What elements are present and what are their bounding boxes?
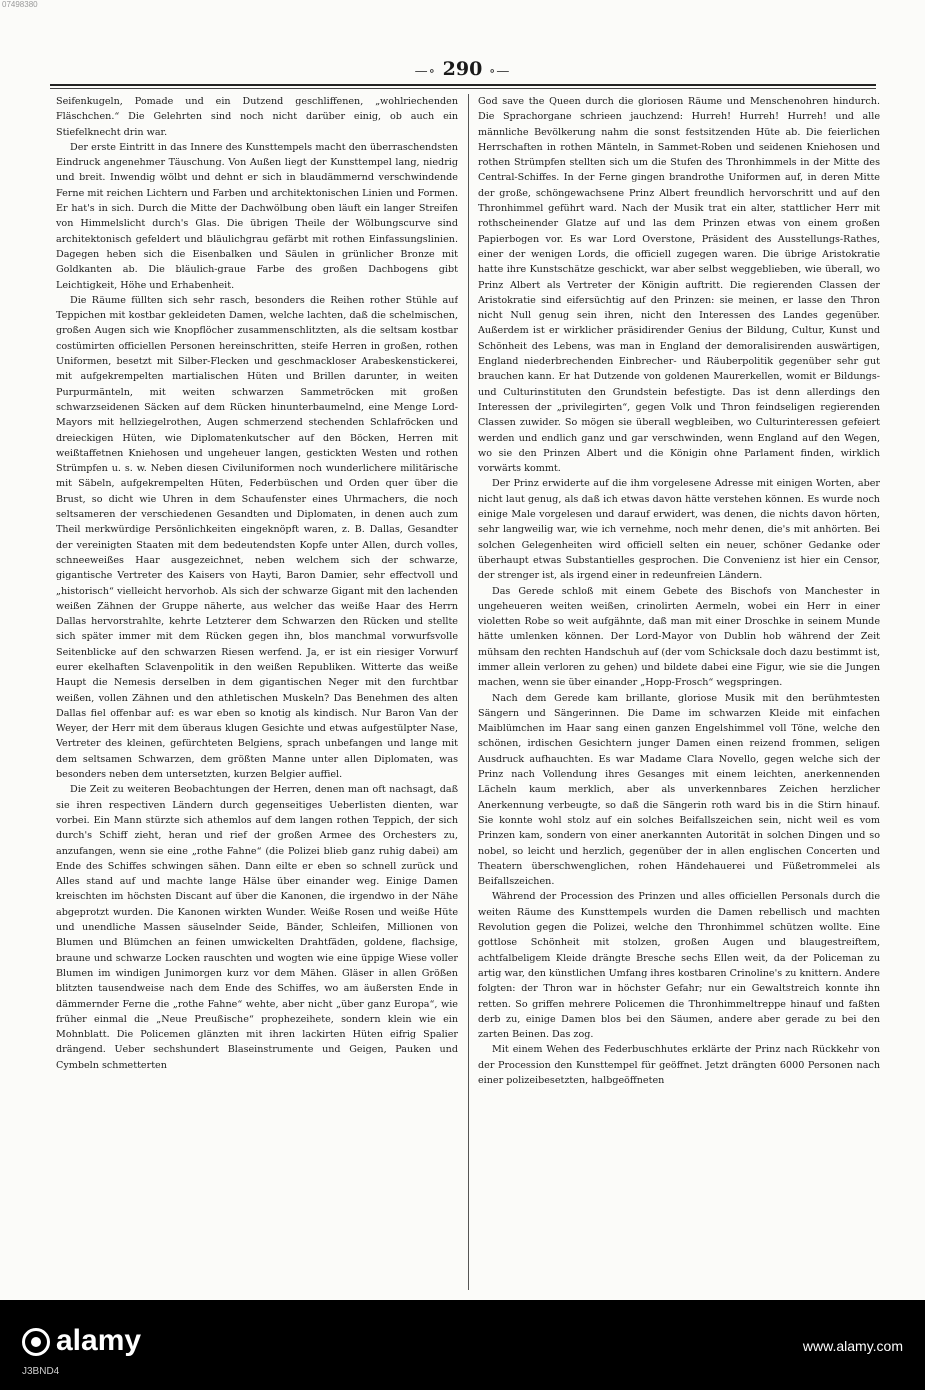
paragraph: Der erste Eintritt in das Innere des Kunsttempels macht den überraschendsten Eindruck angenehmer Täuschung. Von Außen liegt der Kunsttempel lang, niedrig und breit. Inwendig wölbt und dehnt er sich in blaudämmernd verschwindende Ferne mit reichen Lichtern und Farben und architektonischen Linien und Formen. Er hat's in sich. Durch die Mitte der Dachwölbung oben läuft ein langer Streifen von Himmelslicht durch's Glas. Die übrigen Theile der Wölbungscurve sind architektonisch gefeldert und bläulichgrau gefärbt mit rothen Einfassungslinien. Dagegen heben sich die Eisenbalken und Säulen in grünlicher Bronze mit Goldkanten ab. Die bläulich-graue Farbe des großen Dachbogens gibt Leichtigkeit, Höhe und Erhabenheit. — [56, 141, 458, 291]
left-column — [56, 94, 458, 1290]
header-rule — [50, 84, 876, 86]
watermark-bar — [0, 1300, 925, 1390]
column-divider — [468, 94, 469, 1290]
paragraph: God save the Queen durch die gloriosen Räume und Menschenohren hindurch. Die Sprachorgane schrieen jauchzend: Hurreh! Hurreh! Hurreh! und alle männliche Bevölkerung nahm die sonst festsitzenden Hüte ab. Die feierlichen Herrschaften in rothen Mänteln, in Sammet-Roben und seidenen Kniehosen und rothen Strümpfen stellten sich um die Stufen des Thronhimmels in der Mitte des Central-Schiffes. In der Ferne gingen brandrothe Uniformen auf, in deren Mitte der große, schöngewachsene Prinz Albert freundlich hervorschritt und auf den Thronhimmel geführt ward. Nach der Musik trat ein alter, stattlicher Herr mit rothscheinender Glatze auf und las dem Prinzen etwas von einem großen Papierbogen vor. Es war Lord Overstone, Präsident des Ausstellungs-Rathes, einer der wenigen Lords, die officiell zugegen waren. Die übrige Aristokratie hatte ihre Kunstschätze geschickt, war aber selbst weggeblieben, wie überall, wo Prinz Albert als Vertreter der Königin auftritt. Die regierenden Classen der Aristokratie sind eifersüchtig auf den Prinzen: sie meinen, er lasse den Thron nicht Null genug sein ihren, nicht den Interessen des Landes gegenüber. Außerdem ist er wirklicher präsidirender Genius der Bildung, Cultur, Kunst und Schönheit des Lebens, was man in England der demoralisirenden auswärtigen, England niederbrechenden Einbrecher- und Räuberpolitik gegenüber sehr gut brauchen kann. Er hat Dutzende von goldenen Maurerkellen, womit er Bildungs- und Culturinstituten den Grundstein befestigte. Das ist denn allerdings den Interessen der „privilegirten“, gegen Volk und Thron feindseligen regierenden Classen zuwider. So mögen sie überall wegbleiben, wo Culturinteressen gefeiert werden und endlich ganz und gar verschwinden, wenn England auf den Wegen, wo sie den Prinzen Albert und die Königin ohne Parlament finden, wirklich vorwärts kommt. — [478, 96, 880, 475]
brand-mark-icon — [22, 1328, 50, 1356]
right-column — [478, 94, 880, 1290]
paragraph: Das Gerede schloß mit einem Gebete des Bischofs von Manchester in ungeheueren weiten weißen, crinolirten Aermeln, wobei ein Herr in einer violetten Robe so weit aufgähnte, daß man mit einer Droschke in seinem Munde hätte umlenken können. Der Lord-Mayor von Dublin hob während der Zeit mühsam den rechten Handschuh auf (der vom Schicksale doch dazu bestimmt ist, immer allein verloren zu gehen) und bildete dabei eine Figur, wie sie die Jungen machen, wenn sie über einander „Hopp-Frosch“ wegspringen. — [478, 585, 880, 689]
paragraph: Nach dem Gerede kam brillante, gloriose Musik mit den berühmtesten Sängern und Sängerinnen. Die Dame im schwarzen Kleide mit einfachen Maiblümchen im Haar sang einen ganzen Engelshimmel voll Töne, welche den schönen, irdischen Gesichtern junger Damen einen reizend frommen, seligen Ausdruck aufhauchten. Es war Madame Clara Novello, gegen welche sich der Prinz nach Vollendung ihres Gesanges mit einem leichten, anerkennenden Lächeln kaum merklich, aber als unverkennbares Zeichen herzlicher Anerkennung verbeugte, so daß die Sängerin roth ward bis in die Stirn hinauf. Sie konnte wohl stolz auf ein solches Beifallszeichen sein, nicht weil es vom Prinzen kam, sondern von einer anerkannten Autorität in solchen Dingen und so nobel, so leicht und herzlich, gegenüber der in allen englischen Concerten und Theatern überschwenglichen, rohen Händehauerei und Füßetrommelei als Beifallszeichen. — [478, 692, 880, 888]
page-number-ornament-right: ∘— — [488, 64, 511, 79]
page-number: 290 — [442, 58, 483, 80]
page-number-header — [0, 58, 925, 80]
scan-id: 07498380 — [2, 0, 38, 9]
brand-name: alamy — [56, 1324, 142, 1357]
page-number-ornament-left: —∘ — [414, 64, 437, 79]
brand-url[interactable]: www.alamy.com — [802, 1338, 903, 1354]
brand-logo — [22, 1324, 141, 1358]
stock-id: J3BND4 — [22, 1366, 60, 1377]
paragraph: Die Räume füllten sich sehr rasch, besonders die Reihen rother Stühle auf Teppichen mit kostbar gekleideten Damen, welche lachten, daß die schelmischen, großen Augen sich wie Knopflöcher zusammenschlitzten, als die seltsam kostbar costümirten officiellen Personen hereinschritten, steife Herren in großen, rothen Uniformen, besetzt mit Silber-Flecken und geschmackloser Arabeskenstickerei, mit aufgekrempelten martialischen Hüten und Brillen darunter, in weiten Purpurmänteln, mit weiten schwarzen Sammetröcken mit großen schwarzseidenen Säcken auf dem Rücken hinunterbaumelnd, eine Menge Lord-Mayors mit hellziegelrothen, Augen schmerzend stechenden Schlafröcken und dreieckigen Hüten, wie Diplomatenkutscher auf den Böcken, Herren mit weißtaffetnen Kniehosen und ungeheuer langen, gestickten Westen und rothen Strümpfen u. s. w. Neben diesen Civiluniformen noch wunderlichere militärische mit Säbeln, aufgekrempelten Hüten, Federbüschen und Orden quer über die Brust, so dicht wie Uhren in dem Schaufenster eines Uhrmachers, die noch seltsameren der verschiedenen Gesandten und Diplomaten, in denen auch zum Theil merkwürdige Persönlichkeiten eingeknöpft waren, z. B. Dallas, Gesandter der vereinigten Staaten mit dem bedeutendsten Kopfe unter Allen, durch volles, schneeweißes Haar ausgezeichnet, neben welchem sich der schwarze, gigantische Vertreter des Kaisers von Hayti, Baron Damier, sehr effectvoll und „historisch“ vielleicht hervorhob. Als sich der schwarze Gigant mit den lachenden weißen Zähnen der Gruppe näherte, aus welcher das weiße Haar des Herrn Dallas hervorstrahlte, kehrte Letzterer dem Schwarzen den Rücken und stellte sich später immer mit dem Rücken gegen ihn, blos manchmal vorwurfsvolle Seitenblicke auf den schwarzen Riesen werfend. Ja, er ist ein riesiger Vorwurf eurer ekelhaften Sclavenpolitik in den weißen Republiken. Witterte das weiße Haupt die Nemesis derselben in dem gigantischen Neger mit den furchtbar weißen, vollen Zähnen und den athletischen Muskeln? Das Benehmen des alten Dallas fiel offenbar auf: es war eben so knotig als kindisch. Nur Baron Van der Weyer, der Herr mit dem überaus klugen Gesichte und etwas aufgestülpter Nase, Vertreter des kleinen, gefürchteten Belgiens, sprach unbefangen und lange mit dem seltsamen Schwarzen, dem größten Manne unter allen Diplomaten, was besonders neben dem untersetzten, kurzen Belgier auffiel. — [56, 294, 458, 781]
paragraph: Während der Procession des Prinzen und alles officiellen Personals durch die weiten Räume des Kunsttempels wurden die Damen rebellisch und machten Revolution gegen die Polizei, welche den Thronhimmel schützen wollte. Eine gottlose Schönheit mit stolzen, großen Augen und blaugestreiftem, achtfalbeligem Kleide drängte Bresche sechs Ellen weit, da der Policeman zu artig war, den künstlichen Umfang ihres kostbaren Crinoline's zu knittern. Andere folgten: der Thron war in höchster Gefahr; nur ein Gewaltstreich konnte ihn retten. So griffen mehrere Policemen die Thronhimmeltreppe hinauf und faßten derb zu, einige Damen blos bei den Säumen, andere aber gerade zu bei den zarten Beinen. Das zog. — [478, 891, 880, 1041]
paragraph: Der Prinz erwiderte auf die ihm vorgelesene Adresse mit einigen Worten, aber nicht laut genug, als daß ich etwas davon hätte verstehen können. Es wurde noch einige Male vorgelesen und darauf erwidert, was denen, die nichts davon hörten, sehr langweilig war, wie ich vernehme, noch mehr denen, die's mit anhörten. Bei solchen Gelegenheiten wird officiell selten ein neuer, schöner Gedanke oder überhaupt etwas Substantielles gesprochen. Die Convenienz ist hier ein Censor, der strenger ist, als irgend einer in redeunfreien Ländern. — [478, 478, 880, 582]
paragraph: Mit einem Wehen des Federbuschhutes erklärte der Prinz nach Rückkehr von der Procession den Kunsttempel für geöffnet. Jetzt drängten 6000 Personen nach einer polizeibesetzten, halbgeöffneten — [478, 1044, 880, 1086]
paragraph: Die Zeit zu weiteren Beobachtungen der Herren, denen man oft nachsagt, daß sie ihren respectiven Ländern durch gegenseitiges Ueberlisten dienten, war vorbei. Ein Mann stürzte sich athemlos auf dem langen rothen Teppich, der sich durch's Schiff zieht, heran und rief der großen Armee des Orchesters zu, anzufangen, wenn sie eine „rothe Fahne“ (die Polizei blieb ganz ruhig dabei) am Ende des Schiffes schwingen sähen. Dann eilte er eben so schnell zurück und Alles stand auf und machte lange Hälse über einander weg. Einige Damen kreischten im höchsten Discant auf über die Kanonen, die irgendwo in der Nähe abgeprotzt wurden. Die Kanonen wirkten Wunder. Weiße Rosen und weiße Hüte und unendliche Massen säuselnder Seide, Bänder, Schleifen, Millionen von Blumen und Blümchen an feinen umwickelten Drahtfäden, goldene, flachsige, braune und schwarze Locken rauschten und wogten wie eine üppige Wiese voller Blumen im windigen Junimorgen kurz vor dem Mähen. Gläser in allen Größen blitzten tausendweise nach dem Ende des Schiffes, wo am äußersten Ende in dämmernder Ferne die „rothe Fahne“ wehte, aber nicht „über ganz Europa“, wie früher einmal die „Neue Preußische“ prophezeihete, sondern klein wie ein Mohnblatt. Die Policemen glänzten mit ihren lackirten Hüten eifrig Spalier drängend. Ueber sechshundert Blaseinstrumente und Geigen, Pauken und Cymbeln schmetterten — [56, 784, 458, 1071]
paragraph: Seifenkugeln, Pomade und ein Dutzend geschliffenen, „wohlriechenden Fläschchen.“ Die Gelehrten sind noch nicht darüber einig, ob auch ein Stiefelknecht drin war. — [56, 96, 458, 138]
header-rule-thin — [50, 88, 876, 89]
